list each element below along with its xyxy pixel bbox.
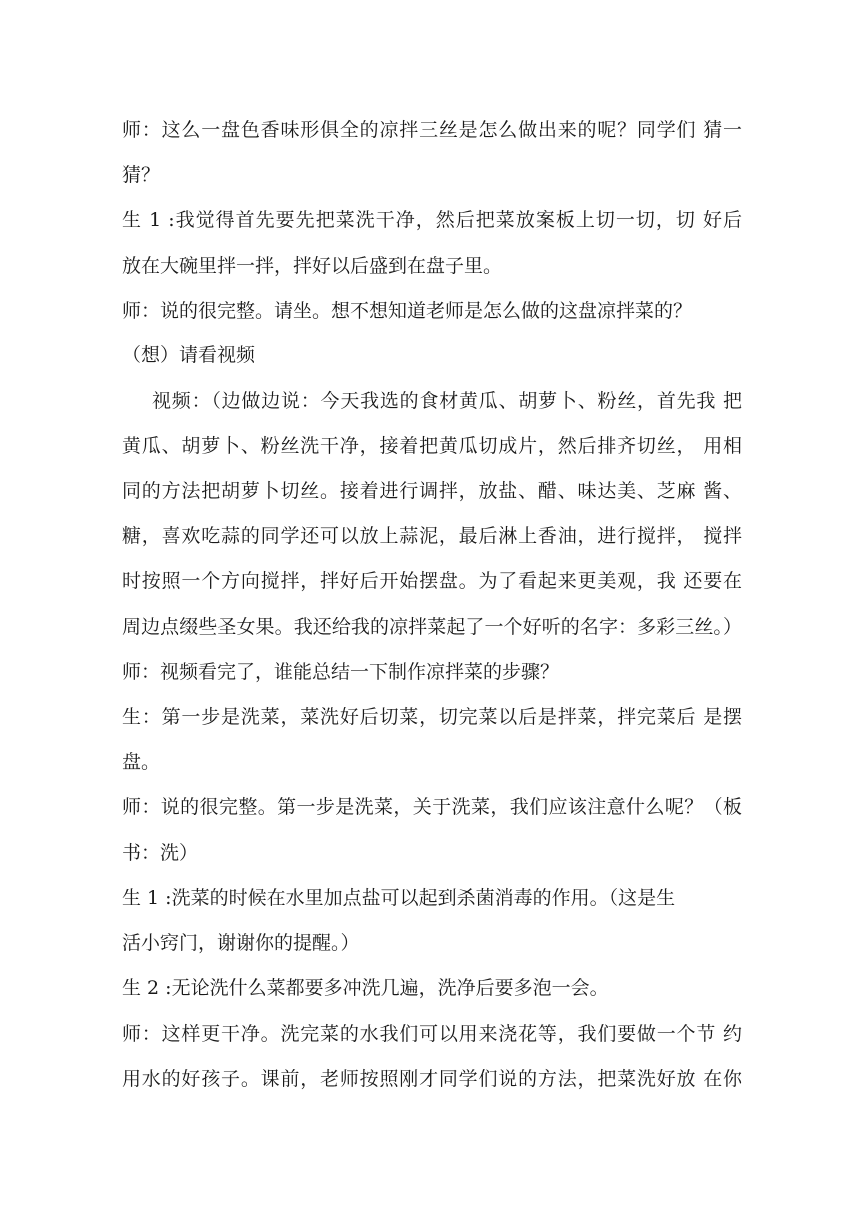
text-line: 活小窍门，谢谢你的提醒。） <box>122 932 360 954</box>
text-line: （想）请看视频 <box>122 344 256 366</box>
text-line: 生 1 :我觉得首先要先把菜洗干净，然后把菜放案板上切一切，切 好后 <box>122 209 742 231</box>
text-line: 糖，喜欢吃蒜的同学还可以放上蒜泥，最后淋上香油，进行搅拌， 搅拌 <box>122 525 742 547</box>
text-line: 师：这样更干净。洗完菜的水我们可以用来浇花等，我们要做一个节 约 <box>122 1023 742 1045</box>
text-line: 师：说的很完整。请坐。想不想知道老师是怎么做的这盘凉拌菜的？ <box>122 300 693 322</box>
text-line: 盘。 <box>122 751 161 773</box>
text-line: 猜？ <box>122 164 161 186</box>
text-line: 书：洗） <box>122 842 199 864</box>
text-line: 时按照一个方向搅拌，拌好后开始摆盘。为了看起来更美观，我 还要在 <box>122 570 742 592</box>
text-line: 用水的好孩子。课前，老师按照刚才同学们说的方法，把菜洗好放 在你 <box>122 1068 742 1090</box>
text-line: 师：视频看完了，谁能总结一下制作凉拌菜的步骤？ <box>122 661 560 683</box>
text-line: 生 2 :无论洗什么菜都要多冲洗几遍，洗净后要多泡一会。 <box>122 977 609 999</box>
text-line: 黄瓜、胡萝卜、粉丝洗干净，接着把黄瓜切成片，然后排齐切丝， 用相 <box>122 435 742 457</box>
text-line: 生 1 :洗菜的时候在水里加点盐可以起到杀菌消毒的作用。（这是生 <box>122 887 676 909</box>
text-line: 视频：（边做边说：今天我选的食材黄瓜、胡萝卜、粉丝，首先我 把 <box>152 390 742 412</box>
text-line: 周边点缀些圣女果。我还给我的凉拌菜起了一个好听的名字：多彩三丝。） <box>122 616 742 638</box>
text-line: 生：第一步是洗菜，菜洗好后切菜，切完菜以后是拌菜，拌完菜后 是摆 <box>122 706 742 728</box>
text-line: 师：说的很完整。第一步是洗菜，关于洗菜，我们应该注意什么呢？（板 <box>122 796 742 818</box>
text-line: 师：这么一盘色香味形俱全的凉拌三丝是怎么做出来的呢？同学们 猜一 <box>122 119 742 141</box>
text-line: 同的方法把胡萝卜切丝。接着进行调拌，放盐、醋、味达美、芝麻 酱、 <box>122 480 742 502</box>
text-line: 放在大碗里拌一拌，拌好以后盛到在盘子里。 <box>122 255 503 277</box>
